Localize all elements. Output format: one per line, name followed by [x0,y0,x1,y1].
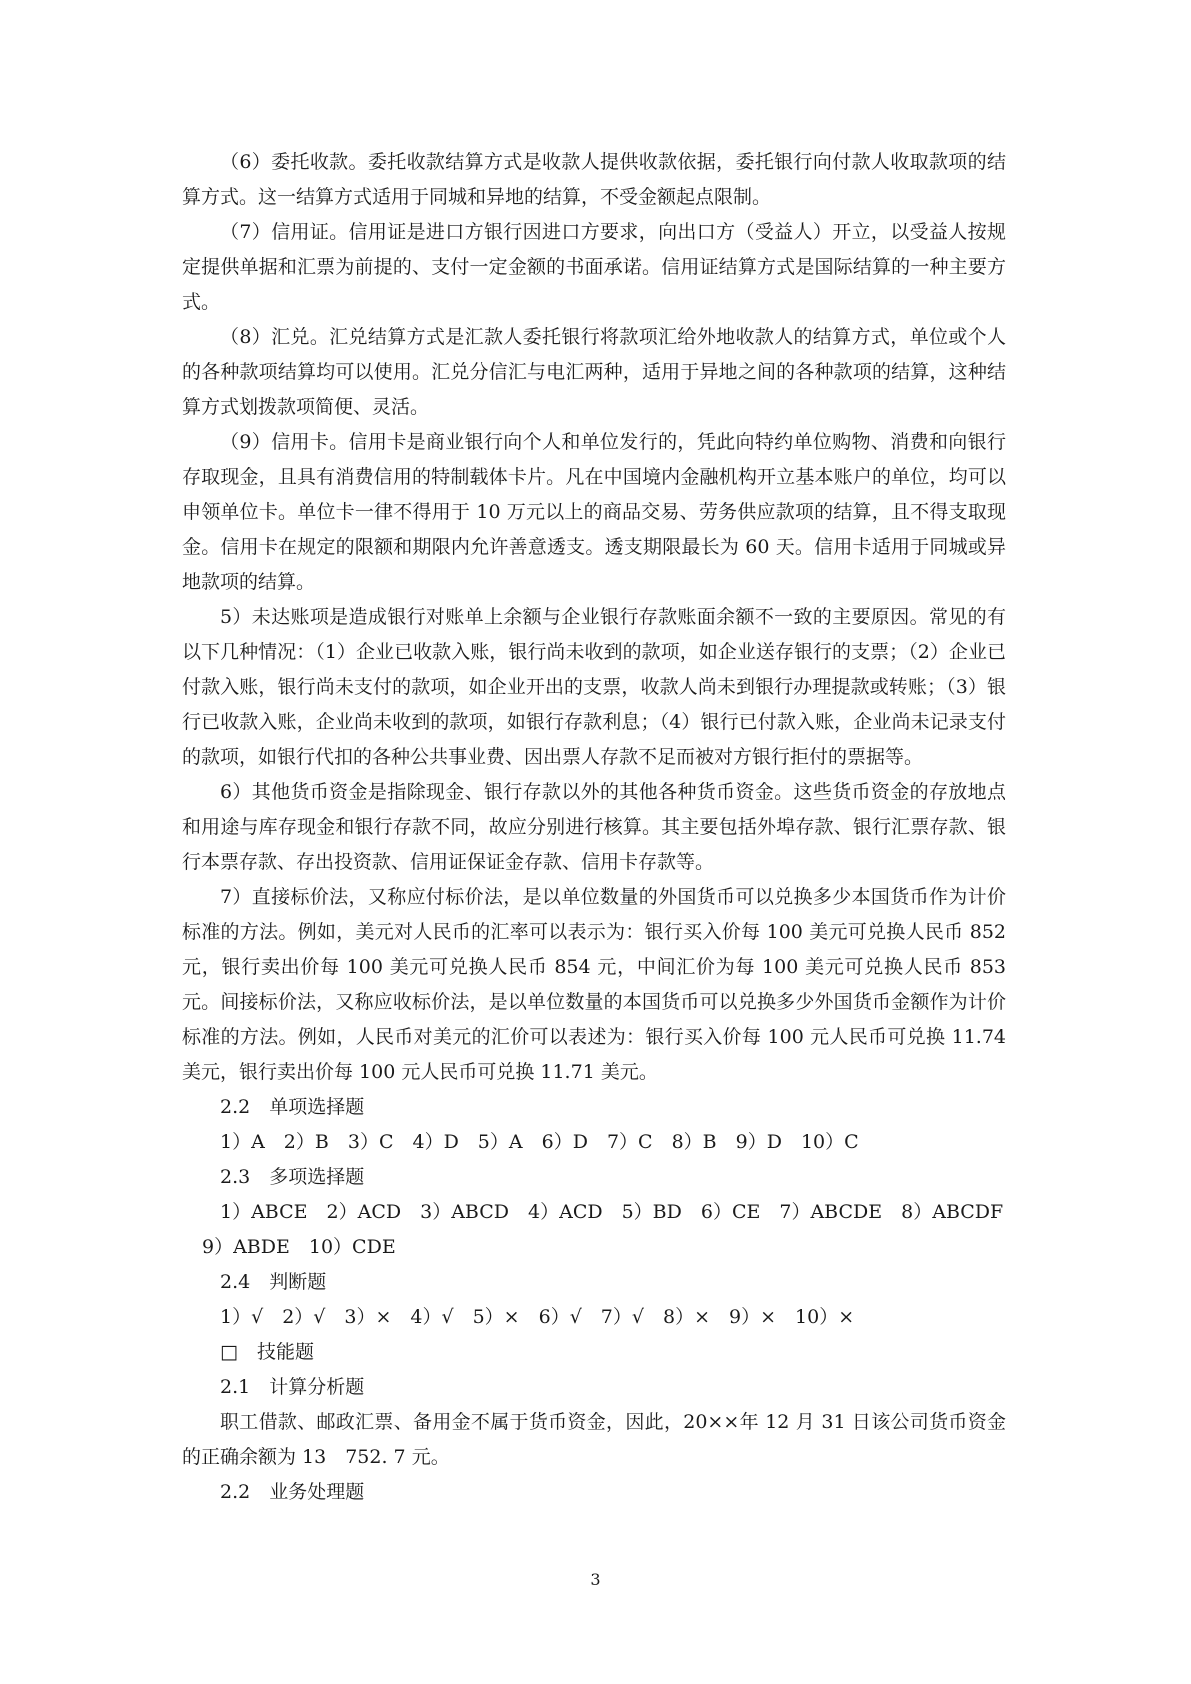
skills-heading: □ 技能题 [220,1341,314,1363]
multi-choice-answers-line-2: 9）ABDE 10）CDE [202,1236,396,1258]
page-number: 3 [590,1570,601,1589]
multi-choice-answers-line-1: 1）ABCE 2）ACD 3）ABCD 4）ACD 5）BD 6）CE 7）ABCDE 8）ABCDF [220,1201,1004,1223]
judgment-answers: 1）√ 2）√ 3）× 4）√ 5）× 6）√ 7）√ 8）× 9）× 10）× [220,1306,855,1328]
paragraph-credit-card: （9）信用卡。信用卡是商业银行向个人和单位发行的，凭此向特约单位购物、消费和向银行存取现金，且具有消费信用的特制载体卡片。凡在中国境内金融机构开立基本账户的单位，均可以申领单位卡。单位卡一律不得用于 10 万元以上的商品交易、劳务供应款项的结算，且不得支取现金。信用卡在规定的限额和期限内允许善意透支。透支期限最长为 60 天。信用卡适用于同城或异地款项的结算。 [182,431,1006,593]
paragraph-outstanding-items: 5）未达账项是造成银行对账单上余额与企业银行存款账面余额不一致的主要原因。常见的有以下几种情况：（1）企业已收款入账，银行尚未收到的款项，如企业送存银行的支票；（2）企业已付款入账，银行尚未支付的款项，如企业开出的支票，收款人尚未到银行办理提款或转账；（3）银行已收款入账，企业尚未收到的款项，如银行存款利息；（4）银行已付款入账，企业尚未记录支付的款项，如银行代扣的各种公共事业费、因出票人存款不足而被对方银行拒付的票据等。 [182,606,1006,768]
paragraph-remittance: （8）汇兑。汇兑结算方式是汇款人委托银行将款项汇给外地收款人的结算方式，单位或个人的各种款项结算均可以使用。汇兑分信汇与电汇两种，适用于异地之间的各种款项的结算，这种结算方式划拨款项简便、灵活。 [182,326,1006,418]
paragraph-entrusted-collection: （6）委托收款。委托收款结算方式是收款人提供收款依据，委托银行向付款人收取款项的结算方式。这一结算方式适用于同城和异地的结算，不受金额起点限制。 [182,151,1006,208]
calculation-heading: 2.1 计算分析题 [220,1376,365,1398]
multi-choice-heading: 2.3 多项选择题 [220,1166,365,1188]
judgment-heading: 2.4 判断题 [220,1271,327,1293]
page-body [182,145,1006,1510]
paragraph-other-monetary-funds: 6）其他货币资金是指除现金、银行存款以外的其他各种货币资金。这些货币资金的存放地点和用途与库存现金和银行存款不同，故应分别进行核算。其主要包括外埠存款、银行汇票存款、银行本票存款、存出投资款、信用证保证金存款、信用卡存款等。 [182,781,1006,873]
business-heading: 2.2 业务处理题 [220,1481,365,1503]
single-choice-heading: 2.2 单项选择题 [220,1096,365,1118]
calculation-answer: 职工借款、邮政汇票、备用金不属于货币资金，因此，20××年 12 月 31 日该公司货币资金的正确余额为 13 752. 7 元。 [182,1411,1006,1468]
single-choice-answers: 1）A 2）B 3）C 4）D 5）A 6）D 7）C 8）B 9）D 10）C [220,1131,859,1153]
paragraph-letter-of-credit: （7）信用证。信用证是进口方银行因进口方要求，向出口方（受益人）开立，以受益人按规定提供单据和汇票为前提的、支付一定金额的书面承诺。信用证结算方式是国际结算的一种主要方式。 [182,221,1006,313]
paragraph-quotation-methods: 7）直接标价法，又称应付标价法，是以单位数量的外国货币可以兑换多少本国货币作为计价标准的方法。例如，美元对人民币的汇率可以表示为：银行买入价每 100 美元可兑换人民币 852 元，银行卖出价每 100 美元可兑换人民币 854 元，中间汇价为每 100 美元可兑换人民币 853 元。间接标价法，又称应收标价法，是以单位数量的本国货币可以兑换多少外国货币金额作为计价标准的方法。例如，人民币对美元的汇价可以表述为：银行买入价每 100 元人民币可兑换 11.74 美元，银行卖出价每 100 元人民币可兑换 11.71 美元。 [182,886,1006,1083]
